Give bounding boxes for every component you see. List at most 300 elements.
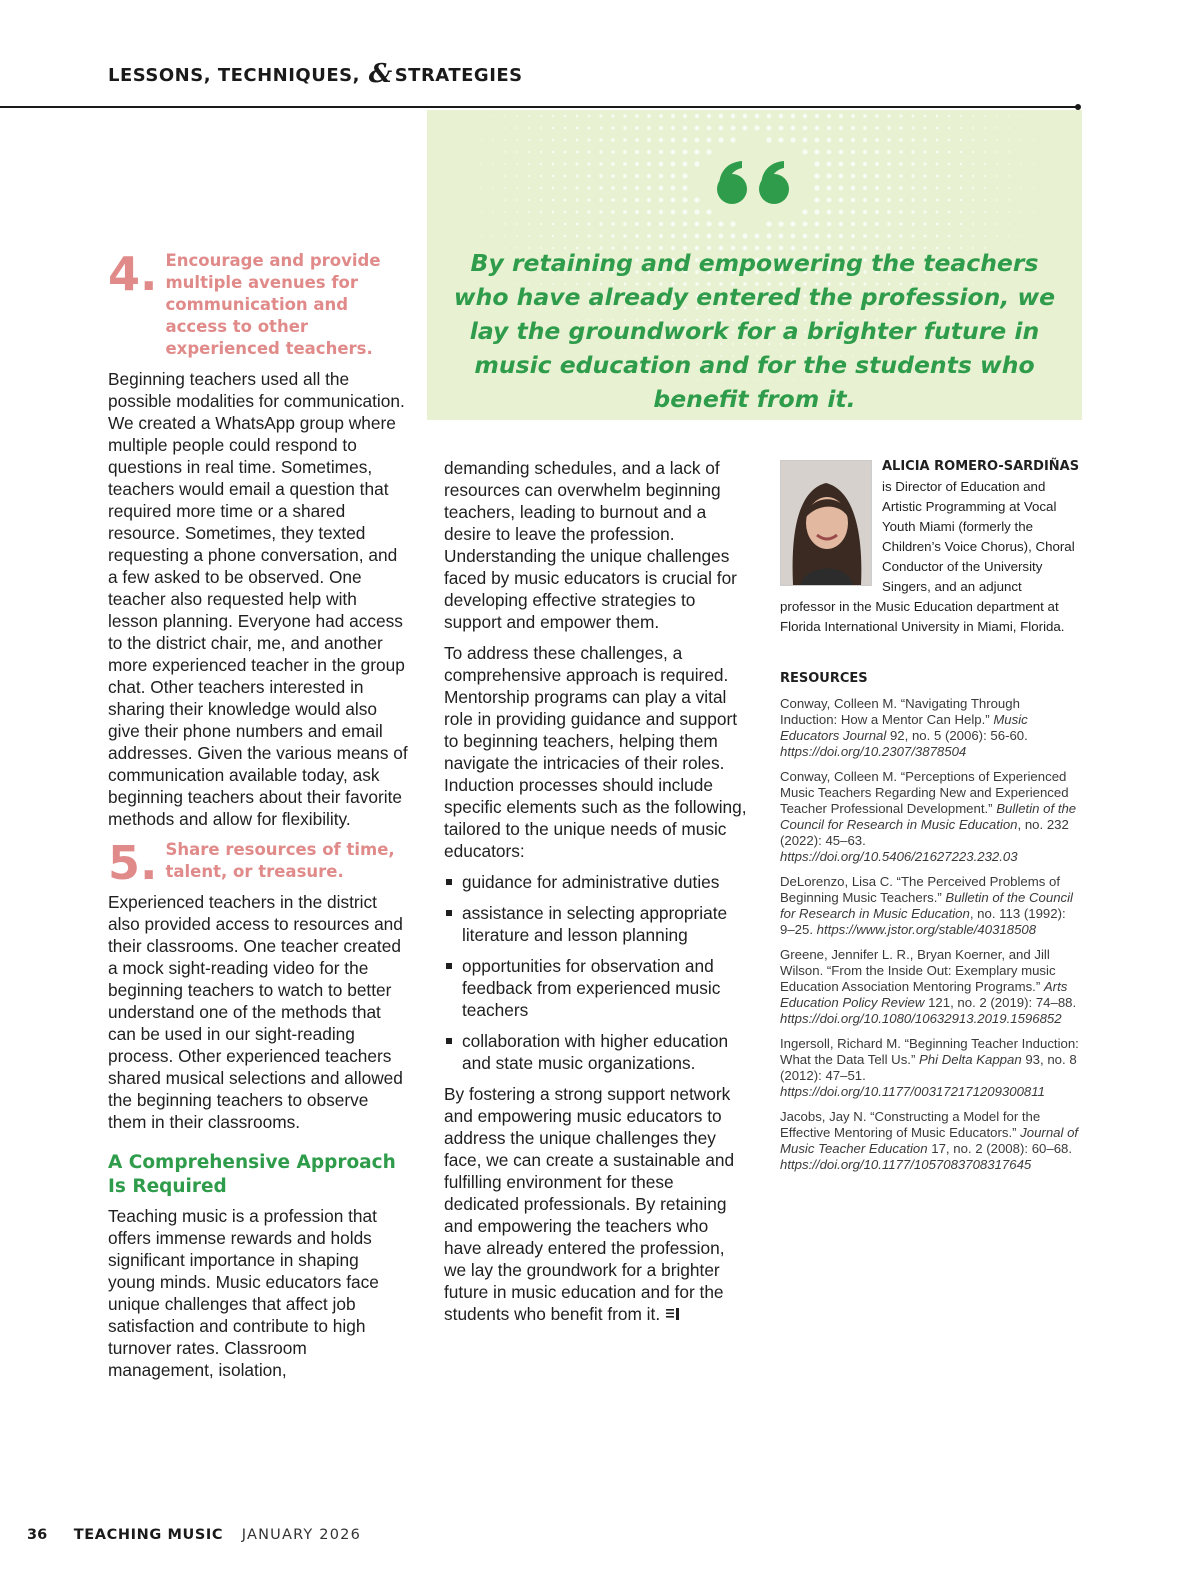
halftone-dot	[659, 162, 663, 166]
halftone-dot	[623, 174, 627, 178]
halftone-dot	[1020, 151, 1021, 152]
halftone-dot	[972, 127, 974, 129]
halftone-dot	[839, 150, 844, 155]
halftone-dot	[623, 222, 627, 226]
halftone-dot	[719, 234, 724, 239]
halftone-dot	[552, 115, 554, 117]
halftone-dot	[730, 137, 735, 142]
halftone-dot	[948, 127, 950, 129]
halftone-dot	[683, 150, 688, 155]
halftone-dot	[875, 114, 878, 117]
halftone-dot	[1020, 187, 1021, 188]
halftone-dot	[659, 126, 663, 130]
halftone-dot	[635, 138, 639, 142]
halftone-dot	[814, 173, 819, 178]
halftone-dot	[695, 150, 700, 155]
ref-text: Jacobs, Jay N. “Constructing a Model for the Effective Mentoring of Music Educators.”	[780, 1109, 1041, 1140]
ref-text: , no. 113 (1992): 9–25.	[780, 906, 1066, 937]
halftone-dot	[851, 162, 855, 166]
halftone-dot	[755, 234, 760, 239]
author-photo	[780, 460, 872, 586]
halftone-dot	[659, 114, 663, 118]
halftone-dot	[659, 150, 663, 154]
halftone-dot	[948, 211, 951, 214]
halftone-dot	[948, 235, 950, 237]
halftone-dot	[924, 223, 927, 226]
halftone-dot	[912, 127, 915, 130]
halftone-dot	[623, 114, 626, 117]
halftone-dot	[948, 151, 951, 154]
halftone-dot	[960, 199, 962, 201]
reference-item	[780, 769, 1080, 865]
halftone-dot	[599, 162, 602, 165]
halftone-dot	[492, 235, 493, 236]
halftone-dot	[839, 210, 844, 215]
halftone-dot	[647, 162, 651, 166]
ref-link[interactable]: https://doi.org/10.5406/21627223.232.03	[780, 849, 1018, 864]
halftone-dot	[960, 163, 962, 165]
halftone-dot	[516, 127, 518, 129]
halftone-dot	[576, 115, 579, 118]
halftone-dot	[504, 139, 505, 140]
halftone-dot	[599, 198, 602, 201]
tip-5-body: Experienced teachers in the district also provided access to resources and their classrooms. One teacher created a mock sight-reading video for the beginning teachers to watch to better understand one of the methods that can be used in our sight-reading process. Other experienced teachers shared musical selections and allowed the beginning teachers to observe them in their classrooms.	[108, 892, 403, 1132]
halftone-dot	[611, 174, 615, 178]
halftone-dot	[611, 150, 615, 154]
halftone-dot	[623, 198, 627, 202]
halftone-dot	[707, 114, 711, 118]
column-left	[108, 248, 410, 1390]
list-item: guidance for administrative duties	[444, 871, 749, 893]
halftone-dot	[803, 222, 808, 227]
halftone-dot	[481, 224, 482, 225]
halftone-dot	[803, 138, 808, 143]
halftone-dot	[623, 234, 626, 237]
resources-list	[780, 696, 1080, 1173]
halftone-dot	[481, 128, 482, 129]
halftone-dot	[647, 150, 651, 154]
halftone-dot	[887, 114, 890, 117]
author-bio-text: is Director of Education and Artistic Programming at Vocal Youth Miami (formerly the Children’s Voice Chorus), Choral Conductor of the University Singers, and an adjunct professor in the Music Education department at Florida International University in Miami, Florida.	[780, 479, 1075, 634]
list-item: assistance in selecting appropriate literature and lesson planning	[444, 902, 749, 946]
halftone-dot	[683, 114, 687, 118]
halftone-dot	[469, 164, 470, 165]
halftone-dot	[647, 126, 651, 130]
halftone-dot	[623, 126, 626, 129]
halftone-dot	[540, 199, 542, 201]
halftone-dot	[996, 127, 997, 128]
author-bio	[780, 456, 1080, 637]
halftone-dot	[611, 138, 614, 141]
ref-title: Bulletin of the Council for Research in Music Education	[780, 890, 1073, 921]
halftone-dot	[647, 234, 651, 238]
ref-text: Conway, Colleen M. “Perceptions of Experienced Music Teachers Regarding New and Experienced Teacher Professional Development.”	[780, 769, 1069, 816]
halftone-dot	[887, 126, 890, 129]
halftone-dot	[1020, 163, 1021, 164]
halftone-dot	[659, 234, 663, 238]
halftone-dot	[1033, 188, 1034, 189]
ref-link[interactable]: https://doi.org/10.2307/3878504	[780, 744, 967, 759]
halftone-dot	[863, 150, 867, 154]
halftone-dot	[960, 223, 962, 225]
halftone-dot	[911, 222, 914, 225]
halftone-dot	[599, 210, 602, 213]
halftone-dot	[587, 210, 590, 213]
halftone-dot	[924, 127, 927, 130]
halftone-dot	[779, 234, 784, 239]
halftone-dot	[611, 198, 615, 202]
halftone-dot	[576, 235, 579, 238]
halftone-dot	[504, 151, 505, 152]
halftone-dot	[863, 162, 867, 166]
quote-mark-icon	[715, 160, 795, 206]
halftone-dot	[815, 126, 819, 130]
halftone-dot	[851, 234, 855, 238]
halftone-dot	[516, 211, 518, 213]
halftone-dot	[528, 199, 530, 201]
ref-link[interactable]: https://doi.org/10.1080/10632913.2019.1596852	[780, 1011, 1062, 1026]
halftone-dot	[480, 199, 481, 200]
halftone-dot	[1033, 200, 1034, 201]
halftone-dot	[516, 115, 517, 116]
list-item: opportunities for observation and feedback from experienced music teachers	[444, 955, 749, 1021]
halftone-dot	[851, 198, 855, 202]
halftone-dot	[911, 186, 914, 189]
halftone-dot	[492, 175, 493, 176]
halftone-dot	[972, 151, 974, 153]
halftone-dot	[540, 211, 542, 213]
ref-text: Greene, Jennifer L. R., Bryan Koerner, and Jill Wilson. “From the Inside Out: Exemplary music Education Association Mentoring Programs.”	[780, 947, 1056, 994]
halftone-dot	[960, 139, 962, 141]
halftone-dot	[695, 234, 700, 239]
page-footer	[27, 1527, 361, 1543]
halftone-dot	[540, 151, 542, 153]
halftone-dot	[911, 162, 914, 165]
halftone-dot	[887, 198, 891, 202]
halftone-dot	[552, 187, 554, 189]
halftone-dot	[599, 174, 602, 177]
halftone-dot	[839, 186, 844, 191]
halftone-dot	[659, 174, 664, 179]
halftone-dot	[875, 186, 879, 190]
halftone-dot	[791, 234, 796, 239]
halftone-dot	[1020, 127, 1021, 128]
halftone-dot	[960, 187, 962, 189]
halftone-dot	[815, 114, 819, 118]
halftone-dot	[731, 126, 736, 131]
halftone-dot	[1033, 236, 1034, 237]
halftone-dot	[588, 139, 591, 142]
halftone-dot	[683, 126, 687, 130]
halftone-dot	[984, 199, 986, 201]
halftone-dot	[827, 126, 831, 130]
page-number: 36	[27, 1527, 48, 1543]
halftone-dot	[802, 209, 807, 214]
halftone-dot	[996, 235, 997, 236]
halftone-dot	[611, 234, 614, 237]
halftone-dot	[659, 138, 663, 142]
halftone-dot	[936, 211, 939, 214]
ref-link[interactable]: https://www.jstor.org/stable/40318508	[816, 922, 1037, 937]
halftone-dot	[851, 222, 855, 226]
halftone-dot	[707, 222, 712, 227]
halftone-dot	[948, 115, 950, 117]
halftone-dot	[492, 187, 493, 188]
halftone-dot	[552, 235, 554, 237]
halftone-dot	[659, 186, 664, 191]
halftone-dot	[552, 127, 554, 129]
halftone-dot	[683, 162, 688, 167]
halftone-dot	[587, 162, 590, 165]
halftone-dot	[528, 163, 530, 165]
halftone-dot	[743, 126, 748, 131]
halftone-dot	[960, 115, 962, 117]
halftone-dot	[911, 198, 914, 201]
halftone-dot	[984, 235, 986, 237]
halftone-dot	[972, 223, 974, 225]
halftone-dot	[984, 211, 986, 213]
halftone-dot	[599, 150, 602, 153]
halftone-dot	[706, 149, 711, 154]
halftone-dot	[863, 114, 867, 118]
halftone-dot	[936, 175, 939, 178]
halftone-dot	[528, 127, 530, 129]
ref-link[interactable]: https://doi.org/10.1177/003172171209300811	[780, 1084, 1045, 1099]
halftone-dot	[960, 127, 962, 129]
halftone-dot	[516, 151, 518, 153]
halftone-dot	[588, 127, 591, 130]
halftone-dot	[875, 150, 879, 154]
halftone-dot	[611, 114, 614, 117]
halftone-dot	[1020, 235, 1021, 236]
halftone-dot	[552, 175, 554, 177]
halftone-dot	[528, 235, 530, 237]
induction-elements-list	[444, 871, 749, 1074]
halftone-dot	[815, 150, 820, 155]
halftone-dot	[996, 211, 998, 213]
halftone-dot	[504, 115, 505, 116]
halftone-dot	[875, 138, 879, 142]
halftone-dot	[504, 223, 505, 224]
halftone-dot	[851, 210, 855, 214]
halftone-dot	[863, 126, 867, 130]
halftone-dot	[492, 223, 493, 224]
halftone-dot	[984, 115, 986, 117]
reference-item	[780, 1109, 1080, 1173]
halftone-dot	[564, 127, 566, 129]
halftone-dot	[671, 174, 676, 179]
ref-text: 121, no. 2 (2019): 74–88.	[924, 995, 1077, 1010]
halftone-dot	[540, 127, 542, 129]
halftone-dot	[779, 126, 784, 131]
halftone-dot	[599, 234, 602, 237]
halftone-dot	[996, 175, 998, 177]
issue-date: JANUARY 2026	[241, 1527, 362, 1543]
halftone-dot	[984, 139, 986, 141]
halftone-dot	[599, 186, 602, 189]
halftone-dot	[803, 234, 808, 239]
halftone-dot	[839, 174, 844, 179]
halftone-dot	[743, 114, 748, 119]
halftone-dot	[814, 185, 819, 190]
halftone-dot	[635, 150, 639, 154]
halftone-dot	[504, 211, 505, 212]
halftone-dot	[480, 187, 481, 188]
halftone-dot	[911, 138, 914, 141]
halftone-dot	[1021, 116, 1022, 117]
ref-title: Music Educators Journal	[780, 712, 1028, 743]
halftone-dot	[469, 200, 470, 201]
halftone-dot	[683, 174, 688, 179]
halftone-dot	[492, 199, 493, 200]
halftone-dot	[718, 137, 723, 142]
halftone-dot	[504, 127, 505, 128]
halftone-dot	[635, 162, 639, 166]
halftone-dot	[1020, 199, 1021, 200]
halftone-dot	[839, 162, 844, 167]
halftone-dot	[611, 186, 615, 190]
halftone-dot	[528, 175, 530, 177]
halftone-dot	[827, 162, 832, 167]
halftone-dot	[1008, 199, 1009, 200]
halftone-dot	[972, 199, 974, 201]
halftone-dot	[923, 186, 926, 189]
halftone-dot	[899, 210, 902, 213]
halftone-dot	[588, 235, 591, 238]
halftone-dot	[972, 139, 974, 141]
reference-item	[780, 1036, 1080, 1100]
halftone-dot	[528, 115, 530, 117]
halftone-dot	[839, 198, 844, 203]
halftone-dot	[899, 198, 903, 202]
halftone-dot	[899, 222, 902, 225]
halftone-dot	[863, 186, 867, 190]
halftone-dot	[755, 114, 760, 119]
halftone-dot	[540, 187, 542, 189]
halftone-dot	[707, 126, 712, 131]
halftone-dot	[647, 138, 651, 142]
halftone-dot	[731, 114, 736, 119]
halftone-dot	[492, 151, 493, 152]
halftone-dot	[984, 151, 986, 153]
halftone-dot	[875, 126, 879, 130]
halftone-dot	[996, 115, 997, 116]
halftone-dot	[924, 139, 927, 142]
halftone-dot	[887, 222, 891, 226]
halftone-dot	[815, 210, 820, 215]
halftone-dot	[984, 175, 986, 177]
section-header	[108, 58, 523, 88]
halftone-dot	[827, 174, 832, 179]
halftone-dot	[887, 162, 891, 166]
halftone-dot	[481, 140, 482, 141]
halftone-dot	[599, 138, 602, 141]
halftone-dot	[996, 163, 998, 165]
ref-title: Journal of Music Teacher Education	[780, 1125, 1079, 1156]
halftone-dot	[516, 187, 518, 189]
halftone-dot	[851, 138, 855, 142]
halftone-dot	[899, 162, 903, 166]
halftone-dot	[875, 222, 879, 226]
halftone-dot	[875, 162, 879, 166]
halftone-dot	[671, 234, 675, 238]
halftone-dot	[540, 175, 542, 177]
halftone-dot	[887, 234, 890, 237]
halftone-dot	[851, 186, 855, 190]
halftone-dot	[576, 199, 579, 202]
halftone-dot	[1020, 175, 1021, 176]
halftone-dot	[863, 234, 867, 238]
halftone-dot	[912, 235, 915, 238]
ref-title: Bulletin of the Council for Research in Music Education	[780, 801, 1077, 832]
halftone-dot	[791, 126, 796, 131]
halftone-dot	[827, 198, 832, 203]
halftone-dot	[1033, 128, 1034, 129]
halftone-dot	[659, 222, 663, 226]
halftone-dot	[839, 114, 843, 118]
halftone-dot	[659, 210, 663, 214]
ref-link[interactable]: https://doi.org/10.1177/1057083708317645	[780, 1157, 1032, 1172]
halftone-dot	[766, 137, 771, 142]
author-name: ALICIA ROMERO-SARDIÑAS	[882, 459, 1080, 474]
column-right	[780, 456, 1080, 1182]
halftone-dot	[815, 222, 820, 227]
halftone-dot	[899, 138, 902, 141]
section-paragraph-2: To address these challenges, a comprehensive approach is required. Mentorship programs can play a vital role in providing guidance and support to beginning teachers, helping them navigate the intricacies of their roles. Induction processes should include specific elements such as the following, tailored to the unique needs of music educators:	[444, 643, 747, 861]
halftone-dot	[839, 138, 843, 142]
halftone-dot	[948, 223, 950, 225]
halftone-dot	[671, 126, 675, 130]
halftone-dot	[623, 210, 627, 214]
halftone-dot	[647, 114, 651, 118]
halftone-dot	[863, 210, 867, 214]
section-paragraph-1-continued: demanding schedules, and a lack of resources can overwhelm beginning teachers, leading to burnout and a desire to leave the profession. Understanding the unique challenges faced by music educators is crucial for developing effective strategies to support and empower them.	[444, 458, 737, 632]
halftone-dot	[552, 223, 554, 225]
halftone-dot	[827, 234, 831, 238]
halftone-dot	[564, 235, 566, 237]
header-rule	[0, 106, 1080, 108]
resources-heading: RESOURCES	[780, 671, 868, 686]
halftone-dot	[611, 162, 615, 166]
halftone-dot	[635, 186, 639, 190]
header-left: LESSONS, TECHNIQUES,	[108, 65, 367, 86]
halftone-dot	[948, 139, 950, 141]
ref-title: Phi Delta Kappan	[919, 1052, 1022, 1067]
halftone-dot	[469, 188, 470, 189]
halftone-dot	[984, 127, 986, 129]
halftone-dot	[827, 210, 832, 215]
halftone-dot	[552, 199, 554, 201]
halftone-dot	[635, 210, 639, 214]
tip-4-number: 4.	[108, 247, 158, 301]
halftone-dot	[552, 163, 554, 165]
halftone-dot	[1020, 223, 1021, 224]
halftone-dot	[707, 138, 712, 143]
tip-4	[108, 247, 410, 360]
halftone-dot	[875, 234, 879, 238]
halftone-dot	[911, 150, 914, 153]
halftone-dot	[779, 114, 784, 119]
halftone-dot	[623, 138, 627, 142]
halftone-dot	[948, 163, 951, 166]
halftone-dot	[803, 126, 808, 131]
closing-text: By fostering a strong support network and empowering music educators to address the unique challenges they face, we can create a sustainable and fulfilling environment for these dedicated professionals. By retaining and empowering the teachers who have already entered the profession, we lay the groundwork for a brighter future in music education and for the students who benefit from it.	[444, 1084, 735, 1324]
halftone-dot	[671, 114, 675, 118]
section-heading: A Comprehensive Approach Is Required	[108, 1152, 396, 1197]
halftone-dot	[599, 126, 602, 129]
halftone-dot	[587, 150, 590, 153]
halftone-dot	[480, 151, 481, 152]
